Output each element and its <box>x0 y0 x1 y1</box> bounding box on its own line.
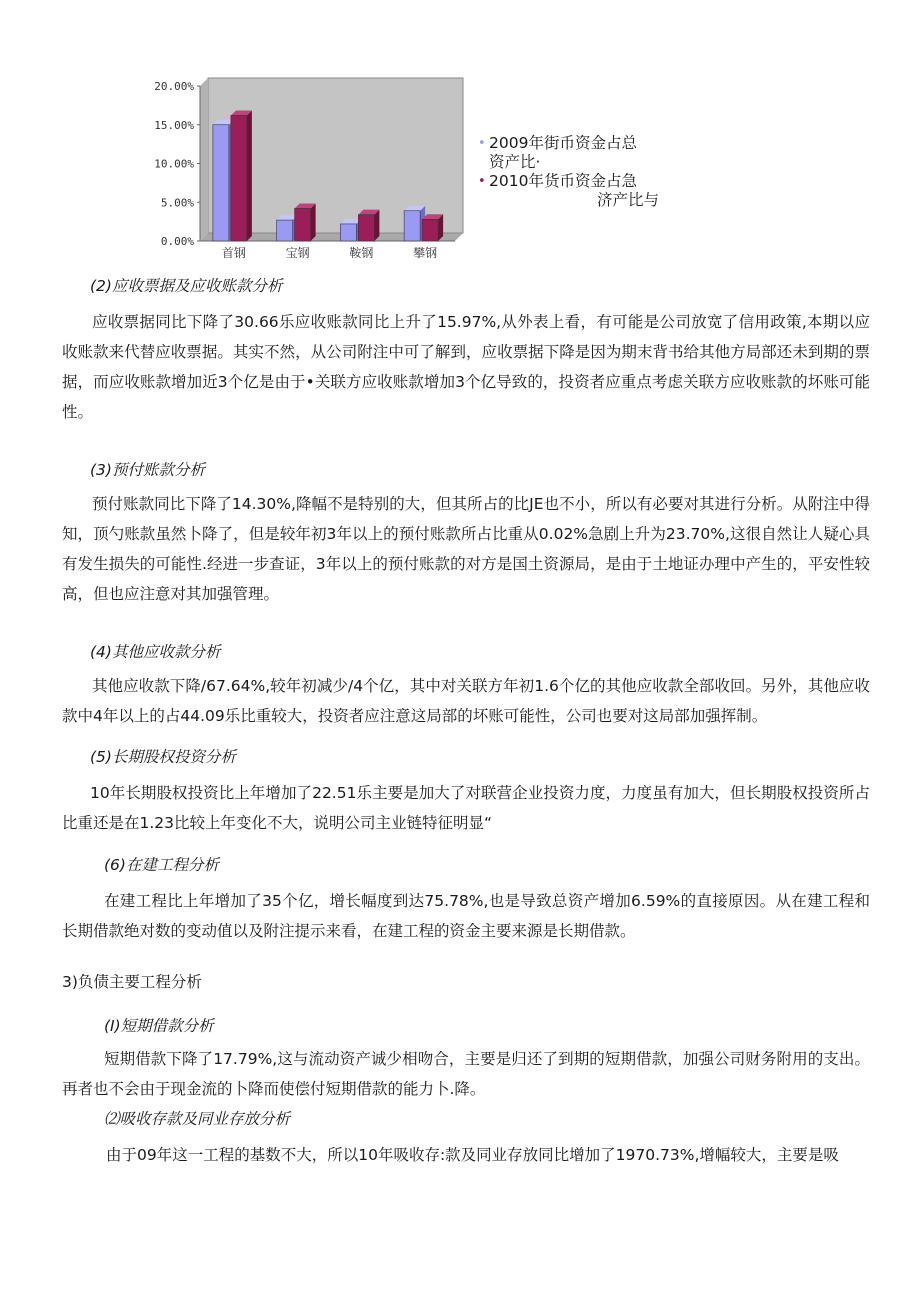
section-heading: ⑵吸收存款及同业存放分析 <box>104 1110 291 1128</box>
legend-marker-2010: • <box>478 174 486 189</box>
bar-side <box>247 110 252 241</box>
bar-chart <box>130 74 470 274</box>
section-heading: (6)在建工程分析 <box>104 856 219 874</box>
y-tick-label: 15.00% <box>154 118 194 132</box>
y-tick-label: 5.00% <box>160 196 194 210</box>
x-tick-label: 鞍钢 <box>349 246 374 260</box>
y-tick-label: 20.00% <box>154 80 194 93</box>
section-paragraph: 预付账款同比下降了14.30%,降幅不是特别的大，但其所占的比JE也不小，所以有必要对其进行分析。从附注中得知，顶勺账款虽然卜降了，但是较年初3年以上的预付账款所占比重从0.02%急剧上升为23.70%,这很自然让人疑心具有发生损失的可能性.经进一步查证，3年以上的预付账款的对方是国土资源局，是由于土地证办理中产生的，平安性较高，但也应注意对其加强管理。 <box>62 495 870 603</box>
section-heading: (3)预付账款分析 <box>90 461 205 479</box>
section-heading: 3)负债主要工程分析 <box>62 973 202 991</box>
bar-2009 <box>340 224 356 241</box>
x-tick-label: 攀钢 <box>413 246 438 260</box>
legend-label-2010-line2: 济产比与 <box>596 191 659 209</box>
legend-label-2009-line2: 资产比· <box>489 153 541 171</box>
section-paragraph: 由于09年这一工程的基数不大，所以10年吸收存:款及同业存放同比增加了1970.73%,增幅较大，主要是吸 <box>106 1146 839 1164</box>
legend-label-2009-line1: 2009年街币资金占总 <box>489 134 637 152</box>
section-heading: (4)其他应收款分析 <box>90 643 221 661</box>
chart-side-wall <box>200 78 208 241</box>
section-paragraph: 在建工程比上年增加了35个亿，增长幅度到达75.78%,也是导致总资产增加6.59%的直接原因。从在建工程和长期借款绝对数的变动值以及附注提示来看，在建工程的资金主要来源是长期借款。 <box>62 892 870 940</box>
bar-2009 <box>213 125 229 241</box>
section-paragraph: 10年长期股权投资比上年增加了22.51乐主要是加大了对联营企业投资力度，力度虽有加大，但长期股权投资所占比重还是在1.23比较上年变化不大，说明公司主业链特征明显“ <box>62 784 870 832</box>
bar-2010 <box>358 215 374 241</box>
x-tick-label: 宝钢 <box>285 246 310 260</box>
section-paragraph: 其他应收款下降/67.64%,较年初减少/4个亿，其中对关联方年初1.6个亿的其他应收款全部收回。另外，其他应收款中4年以上的占44.09乐比重较大，投资者应注意这局部的坏账可能性，公司也要对这局部加强挥制。 <box>62 677 870 725</box>
legend-marker-2009: • <box>478 136 486 151</box>
bar-2009 <box>404 211 420 241</box>
bar-2010 <box>422 219 438 241</box>
chart-legend <box>478 134 678 210</box>
section-paragraph: 短期借款下降了17.79%,这与流动资产诚少相吻合，主要是归还了到期的短期借款，加强公司财务附用的支出。再者也不会由于现金流的卜降而使偿付短期借款的能力卜.降。 <box>62 1050 870 1098</box>
bar-2010 <box>295 208 311 241</box>
bar-side <box>311 203 316 241</box>
section-heading: (2)应收票据及应收账款分析 <box>90 277 283 295</box>
bar-side <box>374 210 379 241</box>
bar-2010 <box>231 115 247 241</box>
y-tick-label: 0.00% <box>160 235 194 248</box>
section-heading: (5)长期股权投资分析 <box>90 748 236 766</box>
section-heading: (I)短期借款分析 <box>104 1017 214 1035</box>
y-tick-label: 10.00% <box>154 157 194 171</box>
bar-2009 <box>277 220 293 241</box>
x-tick-label: 首钢 <box>221 246 246 260</box>
legend-label-2010-line1: 2010年货币资金占急 <box>489 172 637 190</box>
section-paragraph: 应收票据同比下降了30.66乐应收账款同比上升了15.97%,从外表上看，有可能是公司放宽了信用政策,本期以应收账款来代替应收票据。其实不然，从公司附注中可了解到，应收票据下降是因为期末背书给其他方局部还未到期的票据，而应收账款增加近3个亿是由于•关联方应收账款增加3个亿导致的，投资者应重点考虑关联方应收账款的坏账可能性。 <box>62 313 870 421</box>
